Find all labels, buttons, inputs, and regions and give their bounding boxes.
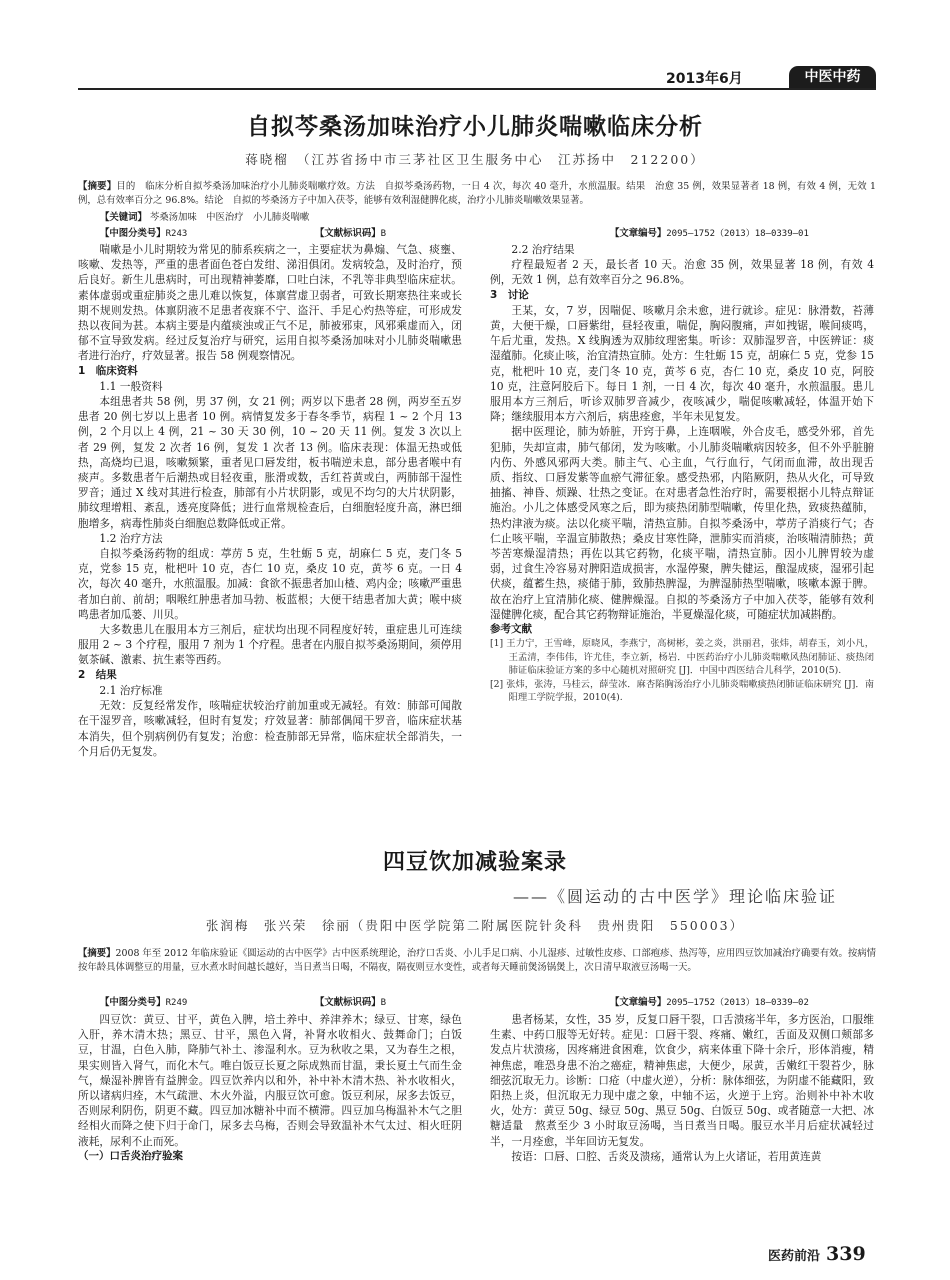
article1-right-column (490, 242, 874, 705)
section-tag: 中医中药 (789, 66, 876, 88)
reference-item: [2] 张炜，张涛，马桂云，薛莹冰．麻杏陷胸汤治疗小儿肺炎喘嗽痰热闭肺证临床研究 [J]．南阳理工学院学报，2010(4). (490, 678, 874, 704)
paragraph: 自拟芩桑汤药物的组成：葶苈 5 克，生牡蛎 5 克，胡麻仁 5 克，麦门冬 5 克，党参 15 克，枇杷叶 10 克，杏仁 10 克，桑皮 10 克，黄芩 6 克。一日 4 次，每次 40 毫升，水煎温服。加减：食欲不振患者加山楂、鸡内金；咳嗽严重患者加白前、前胡；咽喉红肿患者加马勃、板蓝根；大便干结患者加大黄；喉中痰鸣患者加瓜蒌、川贝。 (78, 547, 462, 621)
article1-article-no: 【文章编号】2095—1752（2013）18—0339—01 (610, 228, 809, 239)
paragraph: 据中医理论，肺为娇脏，开窍于鼻，上连咽喉，外合皮毛，感受外邪，首先犯肺，失却宣肃，肺气郁闭，发为咳嗽。小儿肺炎喘嗽病因较多，但不外乎脏腑内伤、外感风邪两大类。肺主气、心主血，气行血行，气闭而血滞，故出现舌质、指纹、口唇发紫等血瘀气滞征象。感受热邪，内陷厥阴，热从火化，可导致抽搐、神昏、烦躁、壮热之变证。在对患者急性治疗时，需要根据小儿特点辩证施治。小儿之体感受风寒之后，即为痰热闭肺型喘嗽，传里化热，致痰热蕴肺，热灼津液为痰。法以化痰平喘，清热宣肺。自拟芩桑汤中，葶苈子消痰行气；杏仁止咳平喘，辛温宣肺散热；桑皮甘寒性降，泄肺实而消痰，治咳喘清肺热；黄芩苦寒燥湿清热；再佐以其它药物，化痰平喘，清热宣肺。因小儿脾胃较为虚弱，过食生冷容易对脾阳造成损害，水湿停聚，脾失健运，酿湿成痰，湿邪引起伏痰，蕴蓄生热，痰储于肺，致肺热脾湿，为脾湿肺热型喘嗽，咳嗽本源于脾。故在治疗上宜清肺化痰、健脾燥湿。自拟的芩桑汤方子中加入茯苓，能够有效利湿健脾化痰，配合其它药物辩证施治，半夏燥湿化痰，可随症状加减斟酌。 (490, 425, 874, 621)
subsection-heading: 2.1 治疗标准 (99, 683, 163, 697)
abstract-label: 【摘要】 (78, 181, 117, 192)
paragraph: 喘嗽是小儿时期较为常见的肺系疾病之一，主要症状为鼻煽、气急、痰壅、咳嗽、发热等，严重的患者面色苍白发绀、涕泪俱闭。发病较急，及时治疗，预后良好。新生儿患病时，可出现精神萎靡，口吐白沫，不乳等非典型临床症状。素体虚弱或重症肺炎之患儿难以恢复，体禀营虚卫弱者，可致长期寒热往来或长期不规则发热。体禀阴液不足患者夜寐不宁、盗汗、手足心灼热等症，可形成发热以夜间为甚。本病主要是内蕴痰浊或正气不足，肺被邪束，风邪乘虚而入，闭郁不宣导致发病。经过反复治疗与研究，运用自拟芩桑汤加味对小儿肺炎喘嗽患者进行治疗，疗效显著。报告 58 例观察情况。 (78, 243, 462, 363)
article1-doc-code: 【文献标识码】B (315, 228, 387, 239)
subsection-heading: 1.1 一般资料 (99, 379, 163, 393)
abstract-text: 2008 年至 2012 年临床验证《圆运动的古中医学》古中医系统理论，治疗口舌炎、小儿手足口病、小儿湿疹、过敏性皮疹、口部疱疹、热泻等，应用四豆饮加减治疗确要有效。按病情按年龄具体调整豆的用量，豆水煮水时间越长越好，当日煮当日喝，不隔夜，隔夜则豆水变性，或者每天睡前煲汤锅煲上，次日清早取液豆汤喝一天。 (78, 948, 876, 973)
article1-title: 自拟芩桑汤加味治疗小儿肺炎喘嗽临床分析 (247, 114, 703, 140)
article1-clc: 【中图分类号】R243 (100, 228, 188, 239)
section-heading: 2 结果 (78, 668, 117, 681)
reference-item: [1] 王力宁，王雪峰，原晓风，李燕宁，高树彬，姜之炎，洪丽君，张炜，胡春玉，刘小凡，王孟清，李伟伟，许尤佳，李立新，杨岩．中医药治疗小儿肺炎喘嗽风热闭肺证、痰热闭肺证临床验证方案的多中心随机对照研究 [J]．中国中西医结合儿科学，2010(5). (490, 638, 874, 677)
paragraph: 患者杨某，女性，35 岁，反复口唇干裂，口舌溃疡半年，多方医治，口服维生素、中药口服等无好转。症见：口唇干裂、疼痛、嫩红，舌面及双侧口颊部多发点片状溃疡，因疼痛进食困难，饮食少，病来体重下降十余斤，形体消瘦，精神焦虑，唯恐身患不治之癌症，精神焦虑，大便少，尿黄，舌嫩红干裂苔少，脉细弦沉取无力。诊断：口疮（中虚火逆），分析：脉体细弦，为阴虚不能藏阳，致阳热上炎，但沉取无力现中虚之象，中轴不运，火逆于上窍。治则补中补木收火，处方：黄豆 50g、绿豆 50g、黑豆 50g、白饭豆 50g、或者随意一大把、冰糖适量 熬煮至少 3 小时取豆汤喝，当日煮当日喝。服豆水半月后症状减轻过半，一月痊愈，半年回访无复发。 (490, 1013, 874, 1148)
abstract-text: 目的 临床分析自拟芩桑汤加味治疗小儿肺炎喘嗽疗效。方法 自拟芩桑汤药物，一日 4 次，每次 40 毫升，水煎温服。结果 治愈 35 例，效果显著者 18 例，有效 4 例，无效 1 例，总有效率百分之 96.8%。结论 自拟的芩桑汤方子中加入茯苓，能够有效利湿健脾化痰，治疗小儿肺炎喘嗽效果显著。 (78, 181, 876, 206)
article2-doc-code: 【文献标识码】B (315, 997, 387, 1008)
footer-section: 医药前沿 (768, 1249, 821, 1264)
section-heading: 3 讨论 (490, 288, 529, 301)
subsection-heading: 1.2 治疗方法 (99, 531, 163, 545)
header-rule (78, 88, 876, 90)
paragraph: 大多数患儿在服用本方三剂后，症状均出现不同程度好转，重症患儿可连续服用 2 ~ 3 个疗程，服用 7 剂为 1 个疗程。患者在内服自拟芩桑汤期间，须停用氨茶碱、激素、抗生素等西药。 (78, 623, 462, 667)
article2-title: 四豆饮加减验案录 (382, 850, 567, 875)
paragraph: 疗程最短者 2 天，最长者 10 天。治愈 35 例，效果显著 18 例，有效 4 例，无效 1 例，总有效率百分之 96.8%。 (490, 258, 874, 287)
issue-date: 2013年6月 (666, 71, 743, 87)
subsection-heading: 2.2 治疗结果 (511, 243, 575, 256)
keywords-label: 【关键词】 (100, 212, 147, 223)
article2-left-column (78, 1012, 462, 1164)
article1-keywords (100, 209, 309, 223)
article1-left-column (78, 242, 462, 759)
paragraph: 王某，女，7 岁，因喘促、咳嗽月余未愈，进行就诊。症见：脉滑数，苔薄黄，大便干燥，口唇紫绀，昼轻夜重，喘促，胸闷腹痛，声如拽锯，喉间痰鸣，午后尤重，发热。X 线胸透为双肺纹理密集。听诊：双肺湿罗音，中医辨证：痰湿蕴肺。化痰止咳，治宜清热宣肺。处方：生牡蛎 15 克，胡麻仁 5 克，党参 15 克，枇杷叶 10 克，麦门冬 10 克，黄芩 6 克，杏仁 10 克，桑皮 10 克，阿胶 10 克，注意阿胶后下。每日 1 剂，一日 4 次，每次 40 毫升，水煎温服。患儿服用本方三剂后，听诊双肺罗音减少，夜咳减少，喘促咳嗽减轻，体温开始下降；继续服用本方六剂后，病患痊愈，半年未见复发。 (490, 303, 874, 424)
article2-abstract (78, 947, 876, 975)
article1-authors: 蒋晓榴 （江苏省扬中市三茅社区卫生服务中心 江苏扬中 212200） (245, 152, 705, 167)
abstract-label: 【摘要】 (78, 948, 116, 959)
keywords-text: 芩桑汤加味 中医治疗 小儿肺炎喘嗽 (149, 212, 310, 223)
page-number: 339 (826, 1243, 866, 1265)
section-heading: （一）口舌炎治疗验案 (78, 1149, 183, 1162)
article1-abstract (78, 180, 876, 208)
paragraph: 四豆饮：黄豆、甘平，黄色入脾，培土养中、养津养木；绿豆、甘寒，绿色入肝，养木清木热；黑豆、甘平，黑色入肾，补肾水收相火、鼓舞命门；白饭豆，甘温，白色入肺，降肺气补土、渗湿利水。豆为秋收之果，又为春生之根，果实则皆入肾气，而化木气。唯白饭豆长夏之际成熟而甘温，秉长夏土气而生金气，燥湿补脾皆有益脾金。四豆饮养内以和外，补中补木清木热、补水收相火，所以诸病归痊，木气疏泄、木火外溢，内服豆饮可愈。饭豆利尿，尿多去饭豆，否则尿利阴伤，阴更不藏。四豆加冰糖补中而不横滞。四豆加乌梅温补木气之胆经相火而降之使下归于命门，尿多去乌梅，否则会导致温补木气太过、相火旺阴液耗，尿利不止而死。 (78, 1013, 462, 1148)
paragraph: 本组患者共 58 例，男 37 例，女 21 例；两岁以下患者 28 例，两岁至五岁患者 20 例七岁以上患者 10 例。病情复发多于春冬季节，病程 1 ~ 2 个月 13 例，2 个月以上 4 例，21 ~ 30 天 30 例，10 ~ 20 天 11 例。复发 3 次以上者 29 例，复发 2 次者 16 例，复发 1 次者 13 例。临床表现：体温无热或低热，高烧均已退，咳嗽频繁，重者见口唇发绀，板书喘逆未息，部分患者喉中有痰声。多数患者午后潮热或目轻夜重，胀滑或数，舌红苔黄或白，两肺部干湿性罗音；通过 X 线对其进行检查，肺部有小片状阴影，或见不均匀的大片状阴影，肺纹理增粗、紊乱，透亮度降低；进行血常规检查后，白细胞轻度升高，淋巴细胞增多，病毒性肺炎白细胞总数降低或正常。 (78, 395, 462, 530)
paragraph: 按语：口唇、口腔、舌炎及溃疡，通常认为上火诸证，若用黄连黄 (511, 1149, 822, 1163)
article2-right-column (490, 1012, 874, 1164)
paragraph: 无效：反复经常发作，咳喘症状较治疗前加重或无减轻。有效：肺部可闻散在干湿罗音，咳嗽减轻，但时有复发；疗效显著：肺部偶闻干罗音，临床症状基本消失，但个别病例仍有复发；治愈：检查肺部无异常，临床症状全部消失，一个月后仍无复发。 (78, 699, 462, 758)
article2-authors: 张润梅 张兴荣 徐丽（贵阳中医学院第二附属医院针灸科 贵州贵阳 550003） (205, 918, 745, 933)
section-heading: 参考文献 (490, 623, 532, 636)
article2-subtitle: ——《圆运动的古中医学》理论临床验证 (512, 887, 837, 906)
section-heading: 1 临床资料 (78, 364, 138, 377)
page-footer (768, 1243, 866, 1265)
article2-article-no: 【文章编号】2095—1752（2013）18—0339—02 (610, 997, 809, 1008)
article2-clc: 【中图分类号】R249 (100, 997, 188, 1008)
